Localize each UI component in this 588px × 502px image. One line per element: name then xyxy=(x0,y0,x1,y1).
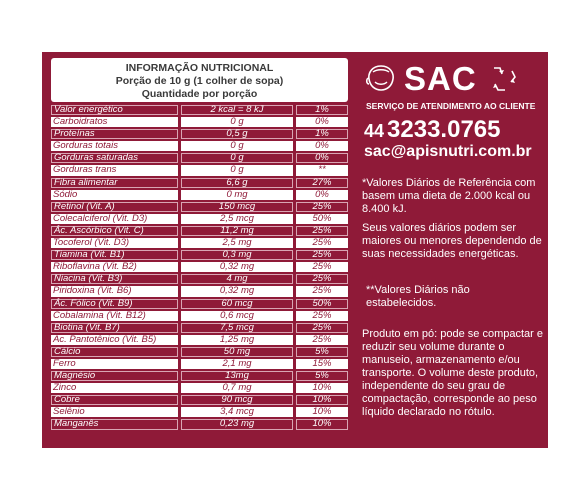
note-powder-product: Produto em pó: pode se compactar e reduzir seu volume durante o manuseio, armazenamento e/ou transporte. O volume deste produto, independente do seu grau de compactação, corresponde ao peso líquido declarado no rótulo. xyxy=(362,328,543,418)
table-row xyxy=(51,358,348,370)
table-row xyxy=(51,237,348,249)
table-row xyxy=(51,249,348,261)
nutrient-name: Cálcio xyxy=(51,347,178,357)
nutrient-quantity: 0,6 mcg xyxy=(181,311,293,321)
nutrient-daily-value: 0% xyxy=(296,190,348,200)
nutrient-daily-value: 0% xyxy=(296,141,348,151)
nutrient-daily-value: 10% xyxy=(296,407,348,417)
table-row xyxy=(51,164,348,176)
nutrient-daily-value: 5% xyxy=(296,347,348,357)
table-row xyxy=(51,334,348,346)
nutrient-name: Biotina (Vit. B7) xyxy=(51,323,178,333)
nutrition-header xyxy=(51,58,348,102)
nutrient-name: Retinol (Vit. A) xyxy=(51,202,178,212)
nutrient-daily-value: 0% xyxy=(296,117,348,127)
phone-number: 3233.0765 xyxy=(387,116,501,143)
nutrient-daily-value: 50% xyxy=(296,299,348,309)
phone-prefix: 44 xyxy=(364,121,385,141)
table-row xyxy=(51,225,348,237)
table-row xyxy=(51,261,348,273)
nutrient-quantity: 2,1 mg xyxy=(181,359,293,369)
nutrient-daily-value: ** xyxy=(296,165,348,175)
sac-title: SAC xyxy=(404,60,477,97)
note-daily-values: *Valores Diários de Referência com basem uma dieta de 2.000 kcal ou 8.400 kJ. xyxy=(362,177,536,215)
nutrient-quantity: 60 mcg xyxy=(181,299,293,309)
table-row xyxy=(51,322,348,334)
table-row xyxy=(51,310,348,322)
table-row xyxy=(51,189,348,201)
table-row xyxy=(51,128,348,140)
nutrient-daily-value: 25% xyxy=(296,202,348,212)
nutrient-daily-value: 5% xyxy=(296,371,348,381)
nutrient-quantity: 0,32 mg xyxy=(181,262,293,272)
recycle-arrows-icon xyxy=(485,62,521,96)
table-row xyxy=(51,370,348,382)
table-row xyxy=(51,394,348,406)
nutrient-daily-value: 27% xyxy=(296,178,348,188)
nutrient-daily-value: 25% xyxy=(296,286,348,296)
nutrient-daily-value: 25% xyxy=(296,311,348,321)
nutrient-daily-value: 10% xyxy=(296,395,348,405)
nutrient-name: Manganês xyxy=(51,419,178,429)
nutrient-name: Tiamina (Vit. B1) xyxy=(51,250,178,260)
nutrient-name: Proteínas xyxy=(51,129,178,139)
nutrient-quantity: 2,5 mg xyxy=(181,238,293,248)
nutrient-daily-value: 25% xyxy=(296,274,348,284)
header-title: INFORMAÇÃO NUTRICIONAL xyxy=(125,62,274,74)
nutrient-quantity: 0,32 mg xyxy=(181,286,293,296)
nutrient-name: Ferro xyxy=(51,359,178,369)
table-row xyxy=(51,104,348,116)
nutrient-quantity: 2 kcal = 8 kJ xyxy=(181,105,293,115)
nutrient-daily-value: 1% xyxy=(296,105,348,115)
nutrient-quantity: 13mg xyxy=(181,371,293,381)
nutrient-daily-value: 25% xyxy=(296,250,348,260)
nutrient-quantity: 0 g xyxy=(181,153,293,163)
nutrient-daily-value: 25% xyxy=(296,262,348,272)
nutrient-name: Sódio xyxy=(51,190,178,200)
table-row xyxy=(51,177,348,189)
nutrient-name: Ác. Ascórbico (Vit. C) xyxy=(51,226,178,236)
nutrient-quantity: 50 mg xyxy=(181,347,293,357)
table-row xyxy=(51,152,348,164)
nutrient-quantity: 0 g xyxy=(181,117,293,127)
header-portion: Porção de 10 g (1 colher de sopa) xyxy=(115,75,284,87)
nutrient-name: Zinco xyxy=(51,383,178,393)
nutrient-name: Colecalciferol (Vit. D3) xyxy=(51,214,178,224)
table-row xyxy=(51,116,348,128)
note-not-established: **Valores Diários não estabelecidos. xyxy=(366,284,470,309)
nutrient-name: Tocoferol (Vit. D3) xyxy=(51,238,178,248)
nutrient-daily-value: 25% xyxy=(296,226,348,236)
nutrient-daily-value: 15% xyxy=(296,359,348,369)
nutrient-quantity: 7,5 mcg xyxy=(181,323,293,333)
nutrient-name: Selênio xyxy=(51,407,178,417)
nutrient-daily-value: 10% xyxy=(296,383,348,393)
nutrient-daily-value: 50% xyxy=(296,214,348,224)
nutrient-quantity: 0,7 mg xyxy=(181,383,293,393)
nutrient-name: Cobre xyxy=(51,395,178,405)
nutrient-quantity: 0 g xyxy=(181,165,293,175)
nutrient-daily-value: 25% xyxy=(296,335,348,345)
nutrient-name: Valor energético xyxy=(51,105,178,115)
nutrient-quantity: 2,5 mcg xyxy=(181,214,293,224)
nutrient-name: Carboidratos xyxy=(51,117,178,127)
table-row xyxy=(51,346,348,358)
table-row xyxy=(51,273,348,285)
nutrition-table xyxy=(51,104,348,431)
table-row xyxy=(51,201,348,213)
nutrient-name: Fibra alimentar xyxy=(51,178,178,188)
sac-phone[interactable] xyxy=(364,116,500,144)
nutrient-quantity: 6,6 g xyxy=(181,178,293,188)
nutrient-daily-value: 1% xyxy=(296,129,348,139)
nutrient-quantity: 3,4 mcg xyxy=(181,407,293,417)
nutrient-quantity: 0,3 mg xyxy=(181,250,293,260)
nutrient-name: Gorduras totais xyxy=(51,141,178,151)
nutrient-name: Gorduras saturadas xyxy=(51,153,178,163)
note-energy-needs: Seus valores diários podem ser maiores ou menores dependendo de suas necessidades energéticas. xyxy=(362,222,542,260)
nutrient-quantity: 11,2 mg xyxy=(181,226,293,236)
nutrient-daily-value: 0% xyxy=(296,153,348,163)
header-quantity: Quantidade por porção xyxy=(141,88,258,100)
customer-service-face-icon xyxy=(363,62,399,94)
table-row xyxy=(51,382,348,394)
nutrient-daily-value: 25% xyxy=(296,323,348,333)
nutrient-quantity: 0 g xyxy=(181,141,293,151)
table-row xyxy=(51,418,348,430)
nutrient-name: Gorduras trans xyxy=(51,165,178,175)
nutrient-name: Niacina (Vit. B3) xyxy=(51,274,178,284)
table-row xyxy=(51,406,348,418)
table-row xyxy=(51,285,348,297)
nutrient-quantity: 90 mcg xyxy=(181,395,293,405)
table-row xyxy=(51,140,348,152)
nutrient-quantity: 0,23 mg xyxy=(181,419,293,429)
nutrient-daily-value: 25% xyxy=(296,238,348,248)
sac-email[interactable]: sac@apisnutri.com.br xyxy=(364,143,532,160)
nutrient-quantity: 150 mcg xyxy=(181,202,293,212)
nutrient-quantity: 1,25 mg xyxy=(181,335,293,345)
nutrient-name: Ác. Pantotênico (Vit. B5) xyxy=(51,335,178,345)
sac-subtitle: SERVIÇO DE ATENDIMENTO AO CLIENTE xyxy=(366,101,536,111)
nutrient-name: Ác. Fólico (Vit. B9) xyxy=(51,299,178,309)
nutrient-name: Magnésio xyxy=(51,371,178,381)
table-row xyxy=(51,298,348,310)
nutrient-name: Riboflavina (Vit. B2) xyxy=(51,262,178,272)
nutrient-quantity: 0,5 g xyxy=(181,129,293,139)
nutrient-quantity: 0 mg xyxy=(181,190,293,200)
nutrient-name: Cobalamina (Vit. B12) xyxy=(51,311,178,321)
nutrient-name: Piridoxina (Vit. B6) xyxy=(51,286,178,296)
nutrient-quantity: 4 mg xyxy=(181,274,293,284)
nutrient-daily-value: 10% xyxy=(296,419,348,429)
table-row xyxy=(51,213,348,225)
